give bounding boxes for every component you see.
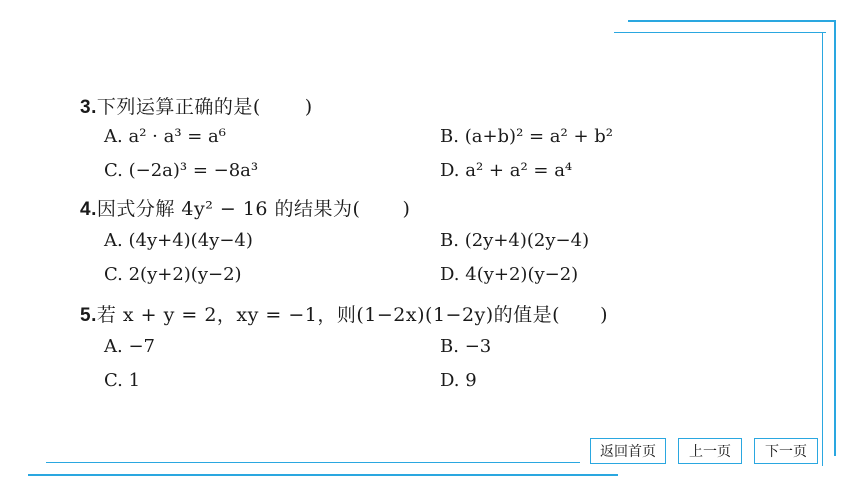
question-text: 下列运算正确的是(	[96, 96, 261, 118]
question-3-option-a	[104, 126, 226, 147]
option-letter: D.	[440, 264, 460, 285]
question-3-option-c	[104, 160, 258, 181]
frame-right-line	[834, 20, 836, 456]
option-text: 9	[465, 370, 477, 391]
option-text: 4(y+2)(y−2)	[465, 264, 579, 285]
blank-close: )	[402, 198, 411, 220]
prev-page-button[interactable]: 上一页	[678, 438, 742, 464]
option-text: (a+b)² = a² + b²	[464, 126, 614, 147]
question-5-stem	[80, 300, 608, 327]
frame-top-line-inner	[614, 32, 826, 33]
option-text: 1	[128, 370, 141, 391]
frame-bottom-line	[46, 462, 580, 463]
option-letter: A.	[104, 126, 123, 147]
question-4-option-c	[104, 264, 242, 285]
question-5-option-c	[104, 370, 140, 391]
option-letter: D.	[440, 160, 460, 181]
question-number: 3.	[80, 97, 97, 118]
question-3-option-d	[440, 160, 572, 181]
option-text: 2(y+2)(y−2)	[128, 264, 242, 285]
option-text: −3	[464, 336, 492, 357]
question-5-option-d	[440, 370, 477, 391]
question-5-option-b	[440, 336, 491, 357]
blank-close: )	[600, 304, 609, 326]
option-letter: C.	[104, 160, 123, 181]
question-4-option-a	[104, 230, 253, 251]
option-text: a² · a³ = a⁶	[128, 126, 227, 147]
option-letter: B.	[440, 126, 459, 147]
option-text: (4y+4)(4y−4)	[128, 230, 253, 251]
question-5-option-a	[104, 336, 155, 357]
option-letter: A.	[104, 336, 123, 357]
option-letter: B.	[440, 336, 459, 357]
option-text: (−2a)³ = −8a³	[128, 160, 259, 181]
option-letter: C.	[104, 370, 123, 391]
option-text: a² + a² = a⁴	[465, 160, 573, 181]
home-button[interactable]: 返回首页	[590, 438, 666, 464]
next-page-button[interactable]: 下一页	[754, 438, 818, 464]
question-3-stem	[80, 92, 313, 119]
question-4-stem	[80, 194, 410, 221]
option-letter: C.	[104, 264, 123, 285]
question-4-option-d	[440, 264, 578, 285]
option-letter: A.	[104, 230, 123, 251]
question-3-option-b	[440, 126, 613, 147]
question-text: 因式分解 4y² − 16 的结果为(	[96, 198, 361, 220]
option-letter: B.	[440, 230, 459, 251]
option-letter: D.	[440, 370, 460, 391]
frame-right-line-inner	[822, 32, 823, 466]
frame-top-line	[628, 20, 834, 22]
frame-bottom-line-inner	[28, 474, 618, 476]
question-text: 若 x + y = 2，xy = −1，则(1−2x)(1−2y)的值是(	[96, 304, 561, 326]
question-number: 5.	[80, 305, 97, 326]
blank-close: )	[304, 96, 313, 118]
question-number: 4.	[80, 199, 97, 220]
question-4-option-b	[440, 230, 589, 251]
option-text: −7	[128, 336, 156, 357]
option-text: (2y+4)(2y−4)	[464, 230, 590, 251]
